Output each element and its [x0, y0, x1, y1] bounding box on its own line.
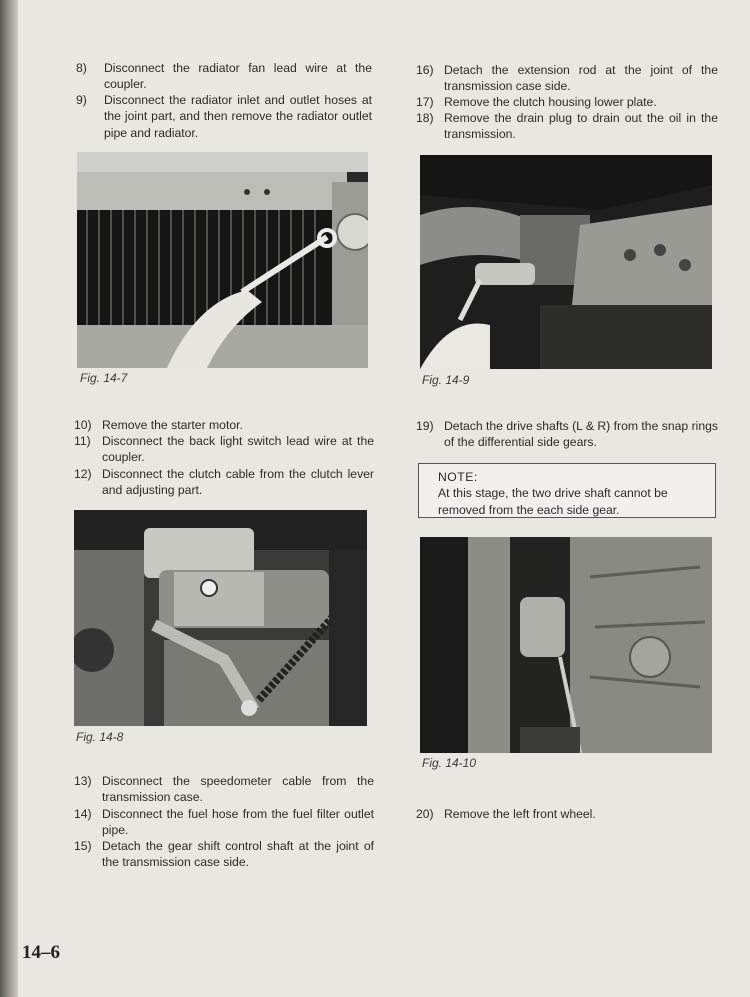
step-number: 15) [74, 839, 92, 853]
step-text: Disconnect the speedometer cable from the transmission case. [102, 774, 374, 805]
step-number: 14) [74, 807, 92, 821]
step-number: 13) [74, 774, 92, 788]
book-spine-shadow [0, 0, 18, 997]
step-number: 12) [74, 467, 92, 481]
step-number: 16) [416, 63, 434, 77]
step-number: 17) [416, 95, 434, 109]
step-13 [74, 773, 374, 806]
step-10 [74, 417, 374, 433]
step-number: 11) [74, 434, 91, 448]
step-text: Remove the left front wheel. [444, 807, 596, 821]
figure-14-8-caption: Fig. 14-8 [76, 730, 124, 744]
step-text: Disconnect the fuel hose from the fuel filter outlet pipe. [102, 807, 374, 838]
step-18 [416, 110, 718, 143]
manual-page [18, 0, 750, 997]
step-17 [416, 94, 718, 110]
figure-14-10-caption: Fig. 14-10 [422, 756, 477, 770]
step-text: Disconnect the clutch cable from the clutch lever and adjusting part. [102, 467, 374, 498]
step-text: Remove the starter motor. [102, 418, 243, 432]
figure-14-10-photo [420, 537, 712, 753]
step-text: Remove the clutch housing lower plate. [444, 95, 657, 109]
step-text: Detach the drive shafts (L & R) from the snap rings of the differential side gears. [444, 419, 718, 450]
step-text: Detach the extension rod at the joint of the transmission case side. [444, 63, 718, 94]
note-box [418, 463, 716, 518]
step-8 [76, 60, 372, 93]
step-19 [416, 418, 718, 451]
page-number: 14–6 [22, 942, 60, 963]
step-number: 10) [74, 418, 92, 432]
step-number: 9) [76, 93, 87, 107]
step-16 [416, 62, 718, 95]
step-11 [74, 433, 374, 466]
step-text: Detach the gear shift control shaft at the joint of the transmission case side. [102, 839, 374, 870]
step-text: Remove the drain plug to drain out the oil in the transmission. [444, 111, 718, 142]
step-20 [416, 806, 718, 822]
step-number: 8) [76, 61, 87, 75]
step-number: 20) [416, 807, 434, 821]
step-text: Disconnect the radiator inlet and outlet hoses at the joint part, and then remove the radiator outlet pipe and radiator. [104, 93, 372, 140]
step-text: Disconnect the back light switch lead wire at the coupler. [102, 434, 374, 465]
step-14 [74, 806, 374, 839]
figure-14-9-caption: Fig. 14-9 [422, 373, 470, 387]
figure-14-7-photo [77, 152, 368, 368]
step-12 [74, 466, 374, 499]
figure-14-8-photo [74, 510, 367, 726]
step-number: 19) [416, 419, 434, 433]
note-title: NOTE: [438, 470, 478, 484]
step-number: 18) [416, 111, 434, 125]
figure-14-9-photo [420, 155, 712, 369]
note-text: At this stage, the two drive shaft cannot be removed from the each side gear. [438, 486, 668, 517]
figure-14-7-caption: Fig. 14-7 [80, 371, 128, 385]
step-15 [74, 838, 374, 871]
step-9 [76, 92, 372, 141]
step-text: Disconnect the radiator fan lead wire at the coupler. [104, 61, 372, 92]
